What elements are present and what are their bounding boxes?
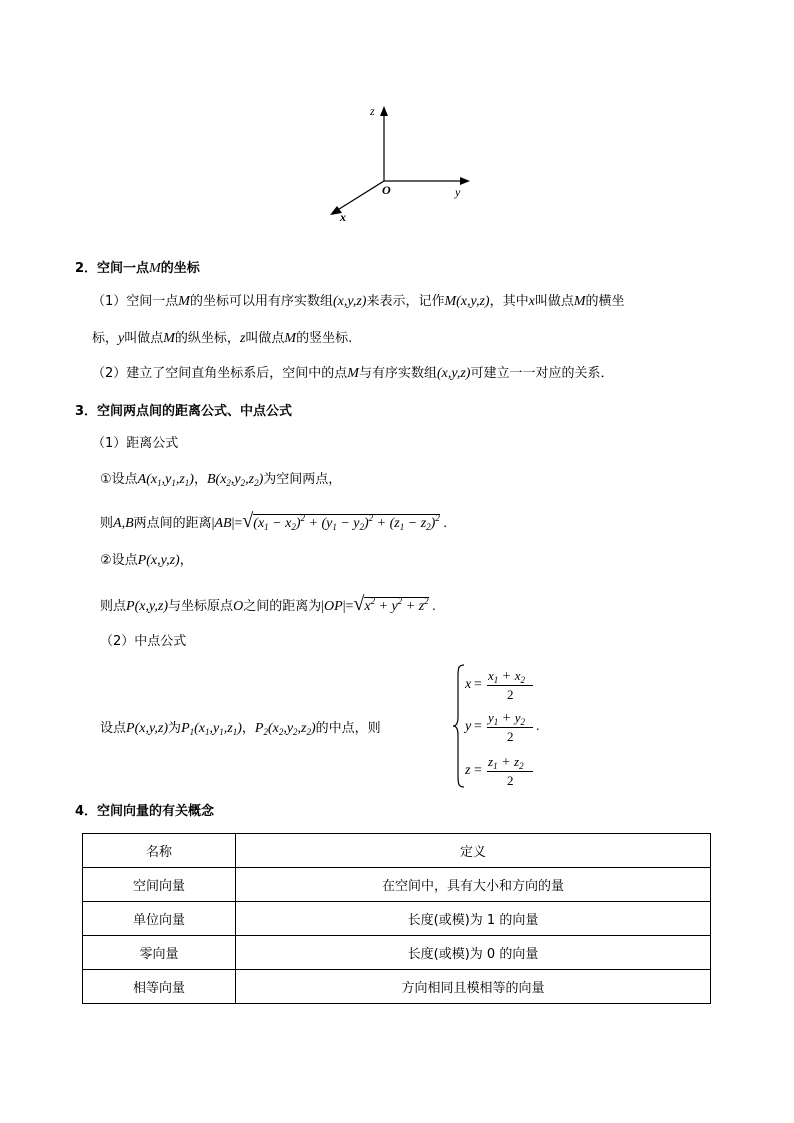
section3-line2: 则A,B两点间的距离$|AB|=√(x_1 - x_2)^2 + (y_1 - y_2)^2 + (z_1 - z_2)^2$ . — [100, 510, 447, 532]
table-cell-definition: 长度(或模)为 0 的向量 — [236, 936, 711, 970]
vector-concepts-table — [82, 833, 711, 1004]
table-header-name: 名称 — [83, 834, 236, 868]
system-brace — [452, 663, 466, 789]
table-cell-definition: 在空间中，具有大小和方向的量 — [236, 868, 711, 902]
section3-heading: 3．空间两点间的距离公式、中点公式 — [75, 404, 293, 419]
y-axis-label: y — [455, 185, 461, 199]
section3-sub2: （2）中点公式 — [100, 634, 187, 649]
z-axis-arrow — [380, 106, 388, 116]
x-axis-label: x — [340, 210, 346, 224]
table-cell-definition: 方向相同且模相等的向量 — [236, 970, 711, 1004]
x-axis — [336, 181, 384, 211]
section3-sub1: （1）距离公式 — [92, 436, 179, 451]
table-cell-name: 单位向量 — [83, 902, 236, 936]
section2-para2: （2）建立了空间直角坐标系后，空间中的点M与有序实数组(x,y,z)可建立一一对应的关系． — [92, 366, 614, 381]
section3-line4: 则点P(x,y,z)与坐标原点O之间的距离为$|OP|=√x^2 + y^2 + z^2$ . — [100, 593, 436, 615]
section4-heading: 4．空间向量的有关概念 — [75, 804, 215, 819]
section3-line3: ②设点P(x,y,z)， — [100, 553, 193, 568]
table-cell-name: 空间向量 — [83, 868, 236, 902]
table-header-row — [83, 834, 711, 868]
table-header-definition: 定义 — [236, 834, 711, 868]
table-row — [83, 936, 711, 970]
section2-para1-line2: 标，y叫做点M的纵坐标，z叫做点M的竖坐标. — [92, 331, 353, 346]
table-row — [83, 868, 711, 902]
table-cell-name: 相等向量 — [83, 970, 236, 1004]
table-cell-name: 零向量 — [83, 936, 236, 970]
y-axis-arrow — [460, 177, 470, 185]
section3-line5: 设点P(x,y,z)为$P_1(x_1,y_1,z_1)$，$P_2(x_2,y_2,z_2)$的中点，则 — [100, 721, 381, 737]
origin-label: O — [382, 183, 391, 197]
table-row — [83, 902, 711, 936]
section2-para1-line1: （1）空间一点M的坐标可以用有序实数组(x,y,z)来表示，记作M(x,y,z)，其中x叫做点M的横坐 — [92, 294, 625, 309]
table-row — [83, 970, 711, 1004]
section2-heading: 2．空间一点M的坐标 — [75, 261, 200, 276]
z-axis-label: z — [370, 104, 375, 118]
table-cell-definition: 长度(或模)为 1 的向量 — [236, 902, 711, 936]
section3-line1: ①设点$A(x_1,y_1,z_1)$，$B(x_2,y_2,z_2)$为空间两点， — [100, 472, 342, 488]
